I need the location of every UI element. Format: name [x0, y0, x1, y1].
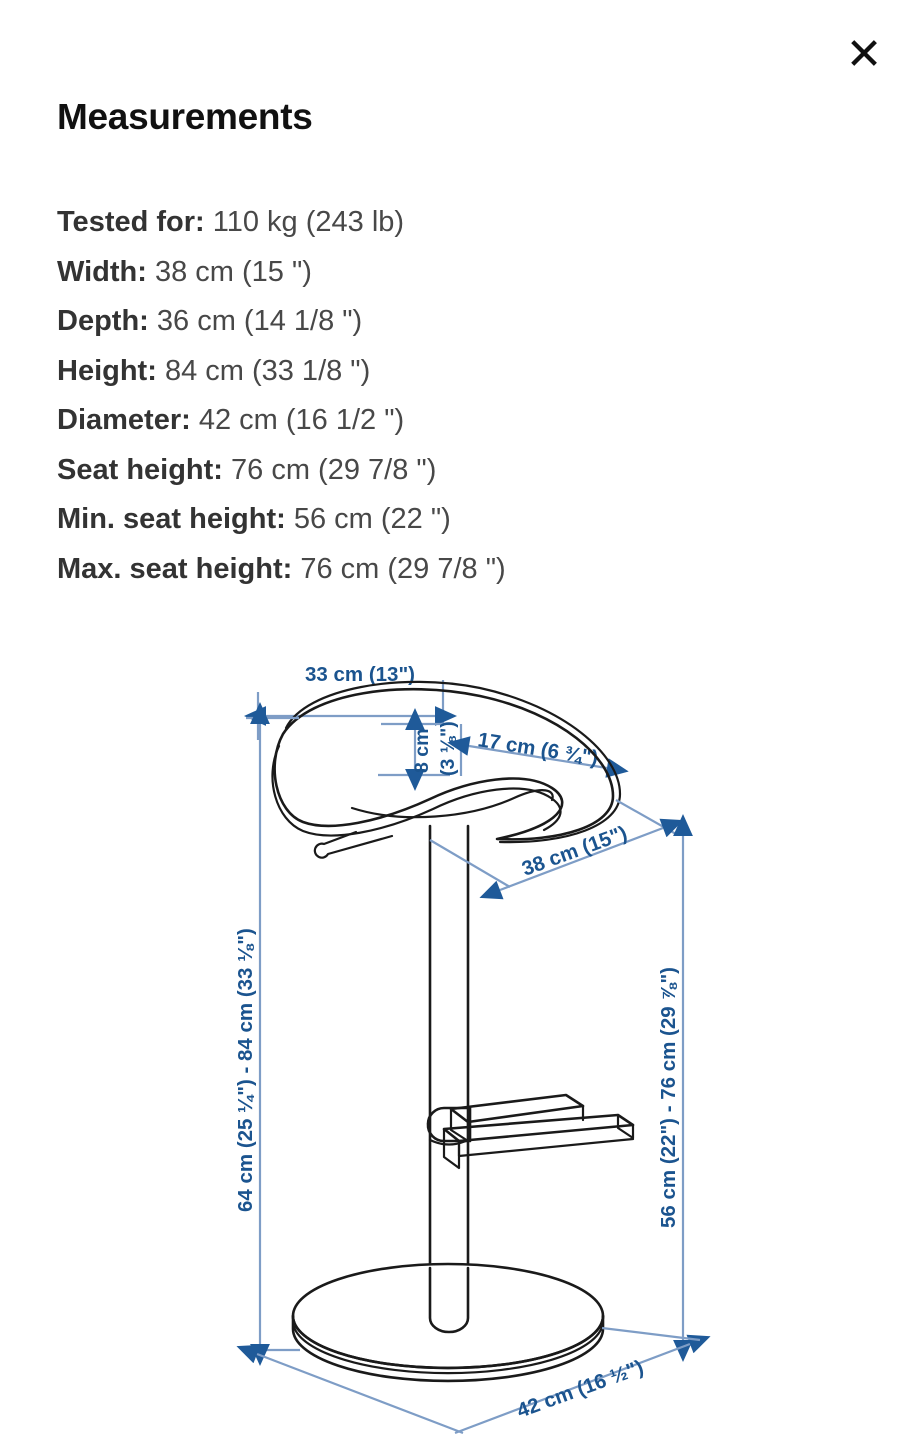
close-button[interactable] — [835, 26, 893, 84]
dim-label-overall-height: 64 cm (25 ¼") - 84 cm (33 ⅛") — [234, 928, 257, 1212]
measurement-row — [57, 495, 857, 545]
measurement-label: Max. seat height: — [57, 552, 293, 585]
measurement-value: 76 cm (29 7/8 ") — [300, 552, 506, 585]
measurement-label: Depth: — [57, 305, 149, 337]
measurements-list — [57, 198, 857, 594]
dim-seat-rise — [378, 721, 459, 776]
measurement-row — [57, 446, 857, 496]
page-title-container — [57, 104, 757, 150]
measurement-value: 36 cm (14 1/8 ") — [156, 305, 363, 337]
measurement-row — [57, 248, 857, 298]
stool-illustration — [272, 682, 633, 1381]
measurement-row — [57, 545, 857, 595]
dim-seat-back-depth — [461, 724, 607, 776]
dim-label-base-diameter: 42 cm (16 ½") — [513, 1355, 647, 1423]
measurement-label: Height: — [57, 354, 157, 387]
measurement-value: 42 cm (16 1/2 ") — [198, 404, 405, 436]
measurement-value: 84 cm (33 1/8 ") — [164, 354, 371, 387]
measurement-row — [57, 297, 857, 347]
measurement-label: Tested for: — [57, 206, 205, 238]
close-icon: ✕ — [845, 29, 883, 80]
measurement-label: Width: — [57, 255, 147, 288]
measurement-value: 110 kg (243 lb) — [212, 206, 405, 238]
stool-dimension-diagram — [0, 628, 923, 1440]
measurement-label: Seat height: — [57, 453, 223, 486]
dim-label-seat-rise: 8 cm — [411, 728, 433, 773]
measurement-label: Diameter: — [57, 404, 191, 436]
measurement-row — [57, 396, 857, 446]
dim-label-seat-width-top: 33 cm (13") — [305, 663, 415, 686]
measurement-value: 76 cm (29 7/8 ") — [231, 453, 437, 486]
measurement-label: Min. seat height: — [57, 503, 286, 535]
measurement-value: 38 cm (15 ") — [154, 255, 312, 288]
measurement-value: 56 cm (22 ") — [293, 503, 451, 535]
measurement-row — [57, 347, 857, 397]
dim-label-seat-back-depth: 17 cm (6 ¾") — [476, 728, 600, 770]
measurement-row — [57, 198, 857, 248]
dim-label-seat-depth-diagonal: 38 cm (15") — [518, 821, 631, 881]
dim-label-seat-rise-imperial: (3 ⅛") — [437, 721, 459, 776]
dim-label-seat-height: 56 cm (22") - 76 cm (29 ⅞") — [657, 966, 680, 1228]
page-title: Measurements — [57, 104, 313, 137]
dim-seat-height — [657, 836, 683, 1340]
